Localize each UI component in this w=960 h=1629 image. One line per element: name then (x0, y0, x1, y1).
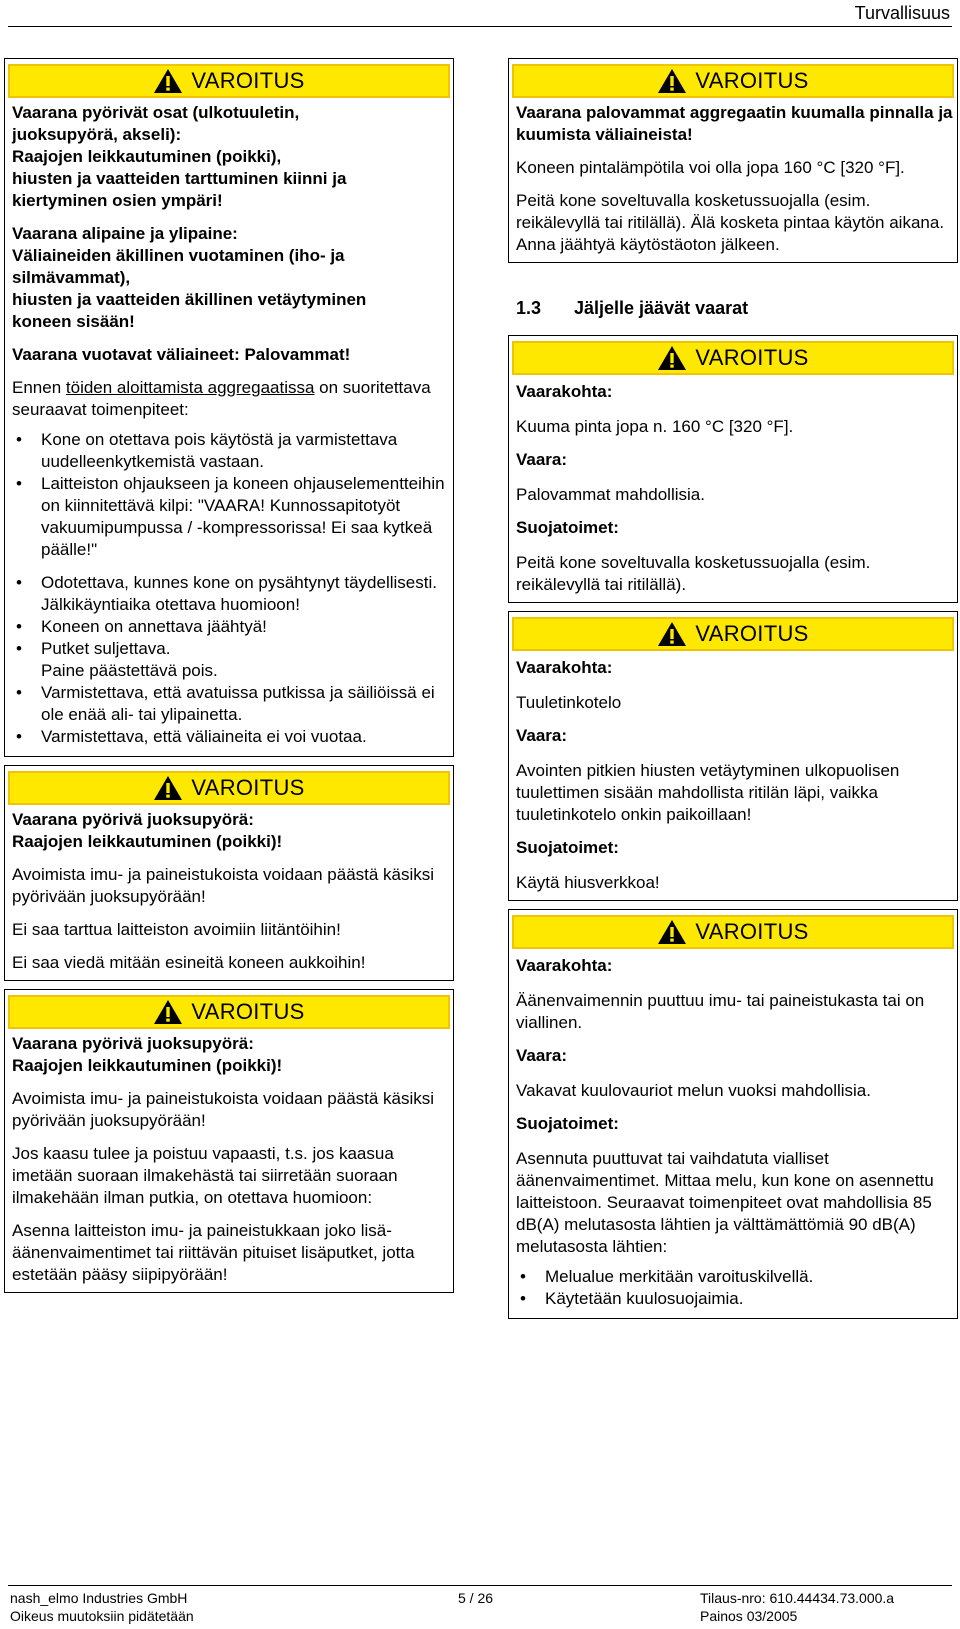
warning-triangle-icon (657, 919, 687, 945)
text-line: Raajojen leikkautuminen (poikki), (12, 147, 282, 166)
warning-box-impeller (4, 765, 454, 981)
list-item: • Varmistettava, että väliaineita ei voi vuotaa. (12, 726, 449, 748)
impeller-heading-2: Raajojen leikkautuminen (poikki)! (12, 832, 283, 851)
footer-page-number: 5 / 26 (458, 1590, 494, 1606)
warning-box-impeller-free-gas (4, 989, 454, 1293)
text-line: koneen sisään! (12, 312, 135, 331)
warning-title: VAROITUS (695, 621, 809, 646)
warning-title: VAROITUS (191, 775, 305, 800)
warning-title: VAROITUS (695, 68, 809, 93)
impeller-text-1: Avoimista imu- ja paineistukoista voidaan päästä käsiksi pyörivään juoksupyörään! (12, 865, 435, 906)
warning-banner (512, 341, 954, 375)
noise-measures-list (516, 1266, 953, 1310)
impeller-heading-2: Raajojen leikkautuminen (poikki)! (12, 1056, 283, 1075)
rotating-parts-hazard (12, 102, 449, 333)
warning-triangle-icon (657, 621, 687, 647)
header-title: Turvallisuus (854, 3, 950, 23)
warning-box-burns (508, 58, 958, 263)
intro-text: Ennen (12, 378, 66, 397)
warning-title: VAROITUS (191, 68, 305, 93)
impeller-text-3: Ei saa viedä mitään esineitä koneen aukkoihin! (12, 953, 366, 972)
warning-banner (8, 64, 450, 98)
section-number: 1.3 (516, 298, 542, 318)
text-line: Väliaineiden äkillinen vuotaminen (iho- ja (12, 246, 345, 265)
list-item: • Käytetään kuulosuojaimia. (516, 1288, 953, 1310)
text-line: kiertyminen osien ympäri! (12, 191, 223, 210)
free-gas-text-3: Asenna laitteiston imu- ja paineistukkaan joko lisä-äänenvaimentimet tai riittävän pituiset lisäputket, jotta estetään pääsy siipipyörään! (12, 1221, 415, 1284)
warning-title: VAROITUS (695, 919, 809, 944)
right-column (508, 58, 958, 1327)
warning-banner (512, 915, 954, 949)
burns-heading: Vaarana palovammat aggregaatin kuumalla pinnalla ja kuumista väliaineista! (516, 103, 953, 144)
warning-box-rotating-parts (4, 58, 454, 757)
warning-title: VAROITUS (191, 999, 305, 1024)
fluids-hazard: Vaarana vuotavat väliaineet: Palovammat! (12, 345, 351, 364)
footer-right (700, 1589, 894, 1625)
text-line: Vaarana alipaine ja ylipaine: (12, 224, 238, 243)
footer-rights: Oikeus muutoksiin pidätetään (10, 1608, 194, 1624)
text-line: hiusten ja vaatteiden äkillinen vetäytyminen (12, 290, 367, 309)
list-item: • Putket suljettava. Paine päästettävä pois. (12, 638, 449, 682)
danger-text: Avointen pitkien hiusten vetäytyminen ulkopuolisen tuulettimen sisään mahdollista ritilän läpi, vaikka tuuletinkotelo onkin paikoillaan! (516, 761, 900, 824)
danger-text: Vakavat kuulovauriot melun vuoksi mahdollisia. (516, 1081, 871, 1100)
footer-left (10, 1589, 194, 1625)
page-header (8, 0, 952, 27)
burns-text-2: Peitä kone soveltuvalla kosketussuojalla (esim. reikälevyllä tai ritilällä). Älä kosketa pintaa käytön aikana. Anna jäähtyä käytöstäoton jälkeen. (516, 191, 945, 254)
warning-banner (8, 771, 450, 805)
impeller-heading-1: Vaarana pyörivä juoksupyörä: (12, 1034, 254, 1053)
warning-triangle-icon (153, 68, 183, 94)
protection-text: Peitä kone soveltuvalla kosketussuojalla (esim. reikälevyllä tai ritilällä). (516, 553, 871, 594)
hazard-label: Vaarakohta: (516, 382, 613, 401)
free-gas-text-1: Avoimista imu- ja paineistukoista voidaan päästä käsiksi pyörivään juoksupyörään! (12, 1089, 435, 1130)
footer-edition: Painos 03/2005 (700, 1608, 798, 1624)
warning-title: VAROITUS (695, 345, 809, 370)
hazard-text: Kuuma pinta jopa n. 160 °C [320 °F]. (516, 417, 794, 436)
warning-triangle-icon (657, 345, 687, 371)
text-line: silmävammat), (12, 268, 131, 287)
intro-underlined: töiden aloittamista aggregaatissa (65, 378, 315, 397)
residual-hazard-silencer (508, 909, 958, 1319)
hazard-label: Vaarakohta: (516, 956, 613, 975)
list-item: • Odotettava, kunnes kone on pysähtynyt täydellisesti. Jälkikäyntiaika otettava huomioon! (12, 572, 449, 616)
danger-text: Palovammat mahdollisia. (516, 485, 705, 504)
text-line: juoksupyörä, akseli): (12, 125, 182, 144)
residual-hazard-fan-housing (508, 611, 958, 901)
protection-label: Suojatoimet: (516, 518, 619, 537)
text-line: Vaarana pyörivät osat (ulkotuuletin, (12, 103, 300, 122)
warning-triangle-icon (657, 68, 687, 94)
protection-text: Käytä hiusverkkoa! (516, 873, 660, 892)
list-item: • Kone on otettava pois käytöstä ja varmistettava uudelleenkytkemistä vastaan. (12, 429, 449, 473)
before-work-intro (12, 377, 449, 421)
intro-text: on suoritettava seuraavat toimenpiteet: (12, 378, 431, 419)
section-title: Jäljelle jäävät vaarat (574, 298, 749, 318)
warning-triangle-icon (153, 775, 183, 801)
warning-banner (8, 995, 450, 1029)
page-footer (8, 1585, 952, 1624)
danger-label: Vaara: (516, 450, 568, 469)
hazard-text: Äänenvaimennin puuttuu imu- tai paineistukasta tai on viallinen. (516, 991, 925, 1032)
impeller-text-2: Ei saa tarttua laitteiston avoimiin liitäntöihin! (12, 920, 341, 939)
protection-label: Suojatoimet: (516, 1114, 619, 1133)
hazard-text: Tuuletinkotelo (516, 693, 622, 712)
free-gas-text-2: Jos kaasu tulee ja poistuu vapaasti, t.s. jos kaasua imetään suoraan ilmakehästä tai siirretään suoraan ilmakehään ilman putkia, on otettava huomioon: (12, 1144, 398, 1207)
warning-triangle-icon (153, 999, 183, 1025)
burns-text-1: Koneen pintalämpötila voi olla jopa 160 °C [320 °F]. (516, 158, 905, 177)
section-heading (516, 297, 958, 319)
residual-hazard-hot-surface (508, 335, 958, 603)
text-line: hiusten ja vaatteiden tarttuminen kiinni ja (12, 169, 347, 188)
danger-label: Vaara: (516, 726, 568, 745)
protection-text: Asennuta puuttuvat tai vaihdatuta vialliset äänenvaimentimet. Mittaa melu, kun kone on asennettu laitteistoon. Seuraavat toimenpiteet ovat mahdollisia 85 dB(A) melutasosta lähtien ja välttämättömiä 90 dB(A) melutasosta lähtien: (516, 1149, 934, 1256)
impeller-heading-1: Vaarana pyörivä juoksupyörä: (12, 810, 254, 829)
precautions-list (12, 429, 449, 748)
list-item: • Koneen on annettava jäähtyä! (12, 616, 449, 638)
danger-label: Vaara: (516, 1046, 568, 1065)
list-item: • Varmistettava, että avatuissa putkissa ja säiliöissä ei ole enää ali- tai ylipainetta. (12, 682, 449, 726)
footer-company: nash_elmo Industries GmbH (10, 1590, 188, 1606)
warning-banner (512, 617, 954, 651)
left-column (4, 58, 454, 1301)
hazard-label: Vaarakohta: (516, 658, 613, 677)
footer-order-number: Tilaus-nro: 610.44434.73.000.a (700, 1590, 895, 1606)
warning-banner (512, 64, 954, 98)
list-item: • Melualue merkitään varoituskilvellä. (516, 1266, 953, 1288)
protection-label: Suojatoimet: (516, 838, 619, 857)
list-item: • Laitteiston ohjaukseen ja koneen ohjauselementteihin on kiinnitettävä kilpi: "VAARA! Kunnossapitotyöt vakuumipumpussa / -kompressorissa! Ei saa kytkeä päälle!" (12, 473, 449, 561)
